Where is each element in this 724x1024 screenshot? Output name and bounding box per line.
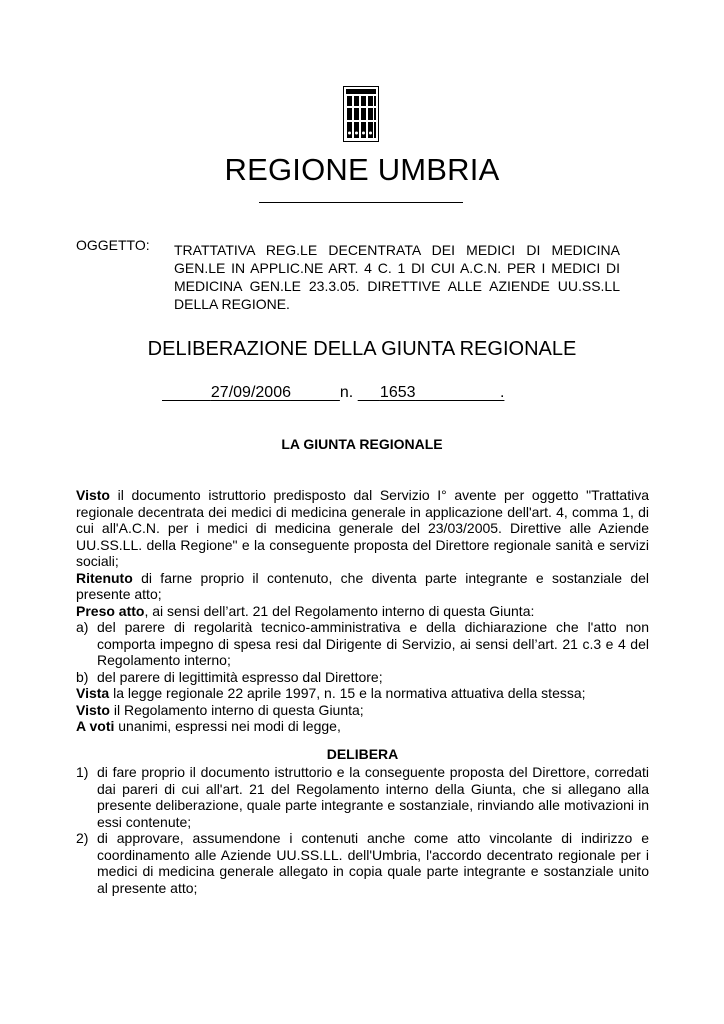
region-title: REGIONE UMBRIA [224, 152, 500, 187]
premise-text: il Regolamento interno di questa Giunta; [109, 701, 364, 718]
list-marker: a) [76, 619, 89, 635]
title-underline-divider [259, 202, 463, 203]
umbria-region-emblem-icon [343, 86, 379, 142]
premise-text: di farne proprio il contenuto, che diventa parte integrante e sostanziale del presente atto; [76, 569, 649, 602]
list-marker: 1) [76, 764, 89, 780]
premise-keyword: A voti [76, 718, 115, 734]
subject-label: OGGETTO: [76, 237, 150, 253]
list-item-text: del parere di legittimità espresso dal Direttore; [97, 668, 383, 685]
list-item-text: del parere di regolarità tecnico-amministrativa e della dichiarazione che l'atto non comporta impegno di spesa resi dal Dirigente di Servizio, ai sensi dell’art. 21 c.3 e 4 del Regolamento interno; [97, 619, 649, 668]
premise-a-voti [76, 718, 649, 735]
premise-keyword: Ritenuto [76, 569, 133, 586]
deliberation-heading: DELIBERAZIONE DELLA GIUNTA REGIONALE [147, 338, 577, 360]
premise-keyword: Visto [76, 701, 110, 718]
decision-item-1 [76, 764, 649, 830]
premise-sub-item-b [76, 669, 649, 686]
premise-visto-documento [76, 487, 649, 570]
deliberation-number: 1653 [379, 384, 416, 401]
premise-keyword: Vista [76, 685, 110, 701]
premise-text: , ai sensi dell’art. 21 del Regolamento interno di questa Giunta: [144, 602, 535, 619]
list-marker: b) [76, 668, 89, 685]
premise-preso-atto [76, 603, 649, 620]
premise-ritenuto [76, 570, 649, 603]
decision-item-2 [76, 830, 649, 896]
premise-vista-legge [76, 685, 649, 702]
premise-text: la legge regionale 22 aprile 1997, n. 15 e la normativa attuativa della stessa; [109, 685, 586, 701]
subject-text: TRATTATIVA REG.LE DECENTRATA DEI MEDICI DI MEDICINA GEN.LE IN APPLIC.NE ART. 4 C. 1 DI CUI A.C.N. PER I MEDICI DI MEDICINA GEN.LE 23.3.05. DIRETTIVE ALLE AZIENDE UU.SS.LL DELLA REGIONE. [174, 242, 620, 312]
list-item-text: di fare proprio il documento istruttorio e la conseguente proposta del Direttore, corredati dai pareri di cui all'art. 21 del Regolamento interno della Giunta, che si allegano alla presente deliberazione, quale parte integrante e sostanziale, rinviando alle motivazioni in essi contenute; [97, 764, 649, 830]
deliberation-date-number-line: 27/09/2006 n. 1653 . [210, 384, 505, 401]
list-item-text: di approvare, assumendone i contenuti anche come atto vincolante di indirizzo e coordinamento alle Aziende UU.SS.LL. dell'Umbria, l'accordo decentrato regionale per i medici di medicina generale allegato in copia quale parte integrante e sostanziale unito al presente atto; [97, 830, 649, 896]
premise-text: il documento istruttorio predisposto dal Servizio I° avente per oggetto "Trattativa regionale decentrata dei medici di medicina generale in applicazione dell'art. 4, comma 1, di cui all'A.C.N. per i medici di medicina generale del 23/03/2005. Direttive alle Aziende UU.SS.LL. della Regione" e la conseguente proposta del Direttore regionale sanità e servizi sociali; [76, 487, 649, 569]
deliberation-body [76, 487, 649, 896]
premise-visto-regolamento [76, 702, 649, 719]
list-marker: 2) [76, 830, 89, 846]
premise-text: unanimi, espressi nei modi di legge, [114, 718, 341, 734]
delibera-heading: DELIBERA [326, 745, 399, 762]
deliberation-number-label: n. [339, 384, 354, 401]
giunta-heading: LA GIUNTA REGIONALE [281, 436, 443, 452]
premise-keyword: Visto [76, 487, 110, 503]
deliberation-date: 27/09/2006 [210, 384, 291, 401]
premise-sub-item-a [76, 619, 649, 669]
premise-keyword: Preso atto [76, 602, 145, 619]
